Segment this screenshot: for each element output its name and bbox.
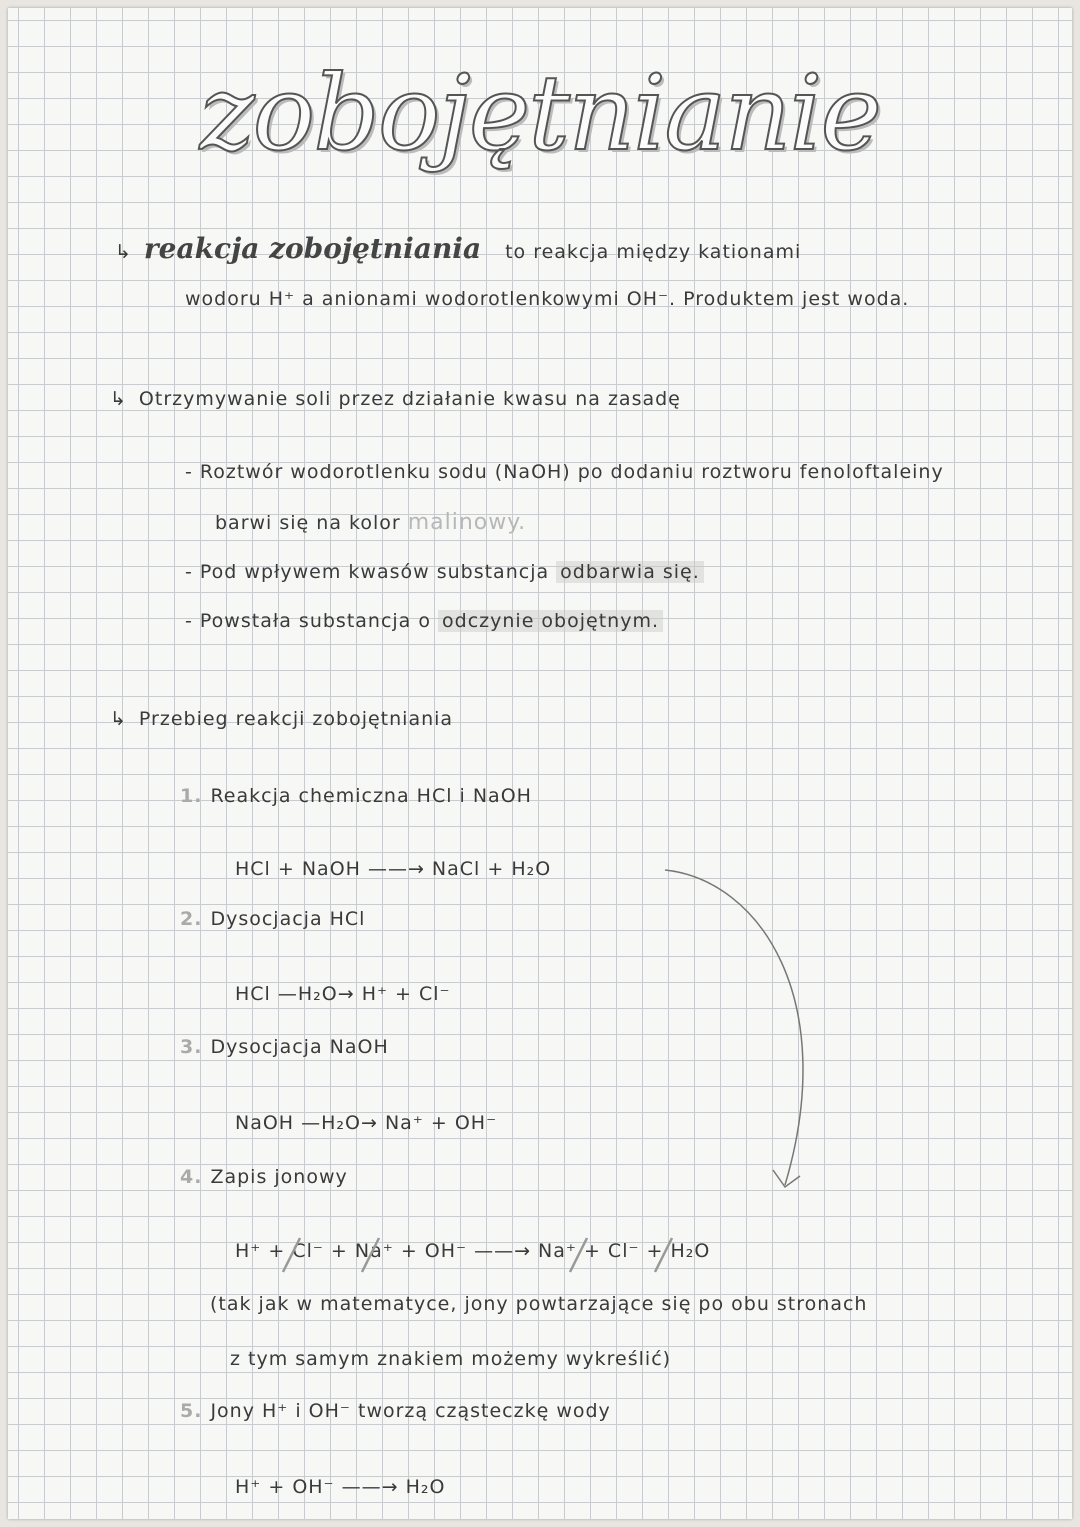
step-3-equation: NaOH —H₂O→ Na⁺ + OH⁻	[235, 1112, 498, 1134]
text: barwi się na kolor	[215, 512, 401, 534]
step-number: 4.	[180, 1166, 203, 1188]
step-2-equation: HCl —H₂O→ H⁺ + Cl⁻	[235, 983, 451, 1005]
strike-marks	[283, 1238, 672, 1272]
highlight: odbarwia się.	[556, 561, 704, 583]
bullet-arrow-icon: ↳	[110, 388, 127, 410]
step-4-equation: H⁺ + Cl⁻ + Na⁺ + OH⁻ ——→ Na⁺ + Cl⁻ + H₂O	[235, 1240, 711, 1262]
definition-text: to reakcja między kationami	[505, 241, 802, 263]
salts-heading-text: Otrzymywanie soli przez działanie kwasu na zasadę	[138, 388, 681, 410]
text: Zapis jonowy	[210, 1166, 348, 1188]
text: Dysocjacja NaOH	[210, 1036, 389, 1058]
bullet-arrow-icon: ↳	[110, 708, 127, 730]
text: Dysocjacja HCl	[210, 908, 366, 930]
highlight: odczynie obojętnym.	[438, 610, 663, 632]
step-number: 2.	[180, 908, 203, 930]
step-5-equation: H⁺ + OH⁻ ——→ H₂O	[235, 1476, 446, 1498]
definition-term: reakcja zobojętniania	[143, 232, 482, 265]
text: - Pod wpływem kwasów substancja	[185, 561, 550, 583]
text: Reakcja chemiczna HCl i NaOH	[210, 785, 532, 807]
text: Jony H⁺ i OH⁻ tworzą cząsteczkę wody	[210, 1400, 611, 1422]
bullet-arrow-icon: ↳	[115, 241, 132, 263]
color-word: malinowy.	[407, 510, 527, 535]
salts-bullet-1: - Roztwór wodorotlenku sodu (NaOH) po dodaniu roztworu fenoloftaleiny	[185, 461, 944, 483]
text: - Powstała substancja o	[185, 610, 431, 632]
definition-line-2: wodoru H⁺ a anionami wodorotlenkowymi OH⁻. Produktem jest woda.	[185, 288, 910, 310]
page-title: zobojętnianie	[199, 52, 881, 174]
step-number: 1.	[180, 785, 203, 807]
step-number: 3.	[180, 1036, 203, 1058]
step-number: 5.	[180, 1400, 203, 1422]
note-line-2: z tym samym znakiem możemy wykreślić)	[230, 1348, 672, 1370]
note-line-1: (tak jak w matematyce, jony powtarzające się po obu stronach	[210, 1293, 868, 1315]
step-1-equation: HCl + NaOH ——→ NaCl + H₂O	[235, 858, 552, 880]
process-heading-text: Przebieg reakcji zobojętniania	[138, 708, 454, 730]
